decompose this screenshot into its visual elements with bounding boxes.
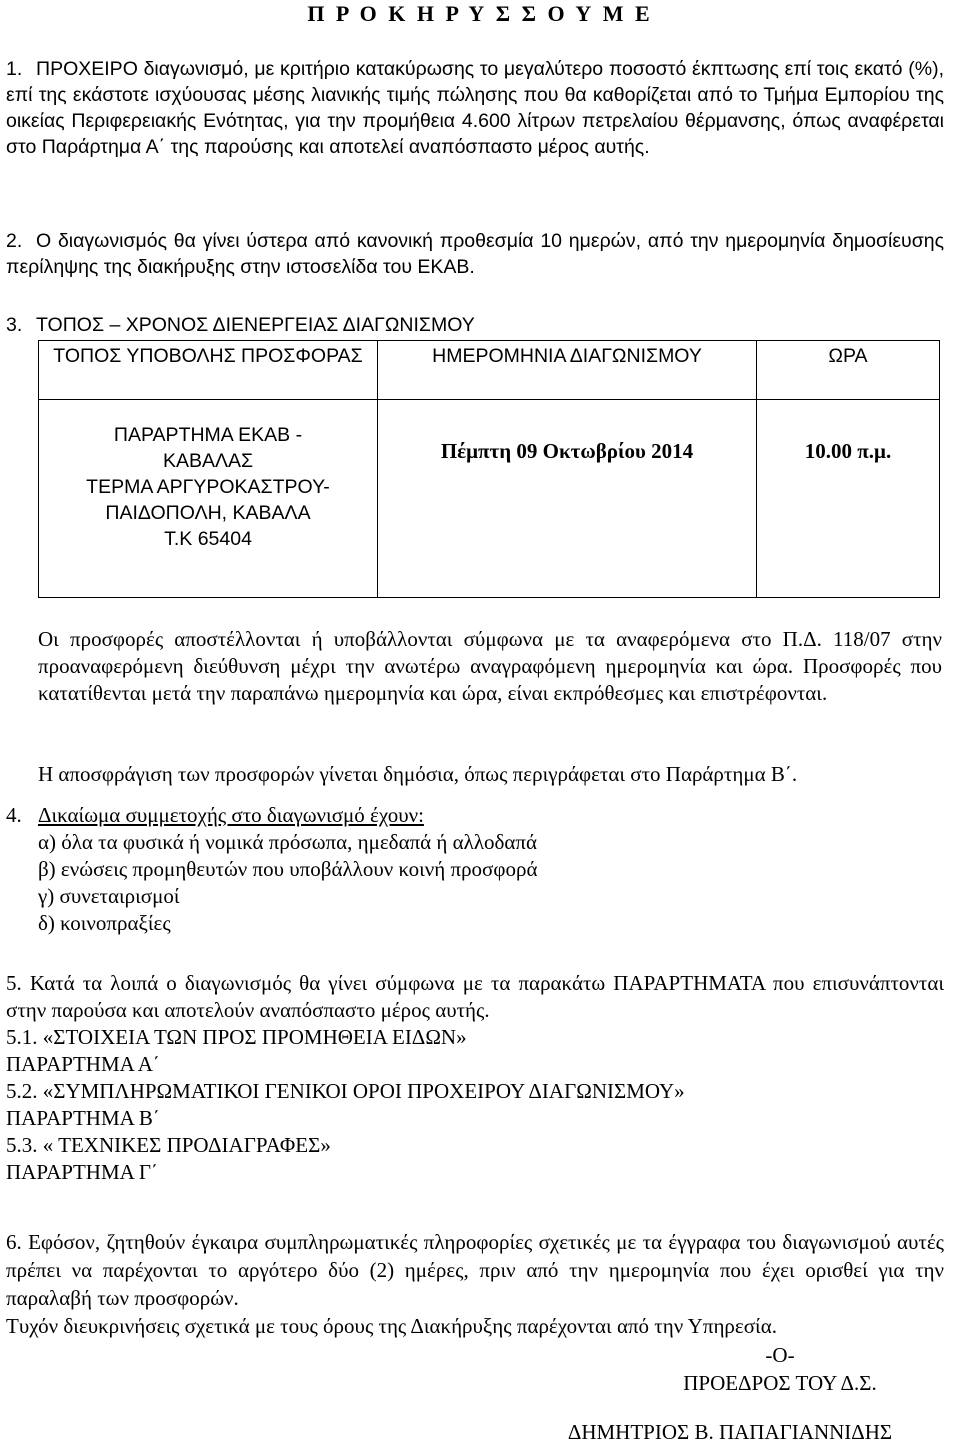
item-4-number: 4. — [6, 803, 22, 827]
cell-time — [757, 400, 940, 598]
appendix-line: 5.3. « ΤΕΧΝΙΚΕΣ ΠΡΟΔΙΑΓΡΑΦΕΣ» — [6, 1133, 331, 1157]
list-item: γ) συνεταιρισμοί — [38, 884, 180, 908]
appendix-line: 5.2. «ΣΥΜΠΛΗΡΩΜΑΤΙΚΟΙ ΓΕΝΙΚΟΙ ΟΡΟΙ ΠΡΟΧΕΙΡΟΥ ΔΙΑΓΩΝΙΣΜΟΥ» — [6, 1079, 685, 1103]
item-4-list — [38, 829, 960, 937]
appendix-line: 5.1. «ΣΤΟΙΧΕΙΑ ΤΩΝ ΠΡΟΣ ΠΡΟΜΗΘΕΙΑ ΕΙΔΩΝ» — [6, 1025, 467, 1049]
list-item: β) ενώσεις προμηθευτών που υποβάλλουν κοινή προσφορά — [38, 857, 538, 881]
item-5-appendices — [6, 1024, 944, 1186]
header-time: ΩΡΑ — [757, 341, 940, 400]
item-2-number: 2. — [6, 230, 23, 252]
item-2-paragraph — [6, 228, 944, 280]
place-line: Τ.Κ 65404 — [164, 528, 252, 550]
signature-mark: -Ο- — [765, 1343, 795, 1367]
table-header-row — [39, 341, 940, 400]
signature-role: ΠΡΟΕΔΡΟΣ ΤΟΥ Δ.Σ. — [683, 1371, 877, 1395]
item-6-paragraph: 6. Εφόσον, ζητηθούν έγκαιρα συμπληρωματικές πληροφορίες σχετικές με τα έγγραφα του διαγωνισμού αυτές πρέπει να παρέχονται το αργότερο δύο (2) ημέρες, πριν από την ημερομηνία που έχει ορισθεί για την παραλαβή των προσφορών. — [6, 1230, 944, 1310]
item-4-heading — [6, 802, 944, 829]
item-3-heading-text: ΤΟΠΟΣ – ΧΡΟΝΟΣ ΔΙΕΝΕΡΓΕΙΑΣ ΔΙΑΓΩΝΙΣΜΟΥ — [36, 314, 475, 336]
item-1-number: 1. — [6, 58, 23, 80]
item-3-para-1: Οι προσφορές αποστέλλονται ή υποβάλλονται σύμφωνα με τα αναφερόμενα στο Π.Δ. 118/07 στην προαναφερόμενη διεύθυνση μέχρι την ανωτέρω αναγραφόμενη ημερομηνία και ώρα. Προσφορές που κατατίθενται μετά την παραπάνω ημερομηνία και ώρα, είναι εκπρόθεσμες και επιστρέφονται. — [38, 627, 942, 705]
cell-place — [39, 400, 378, 598]
item-6-note: Τυχόν διευκρινήσεις σχετικά με τους όρους της Διακήρυξης παρέχονται από την Υπηρεσία. — [6, 1314, 777, 1338]
item-1-paragraph — [6, 56, 944, 160]
item-3-number: 3. — [6, 314, 23, 336]
table-row — [39, 400, 940, 598]
place-line: ΤΕΡΜΑ ΑΡΓΥΡΟΚΑΣΤΡΟΥ- — [86, 476, 330, 498]
list-item: α) όλα τα φυσικά ή νομικά πρόσωπα, ημεδαπά ή αλλοδαπά — [38, 830, 538, 854]
item-4-heading-text: Δικαίωμα συμμετοχής στο διαγωνισμό έχουν: — [38, 803, 424, 827]
item-3-para-2: Η αποσφράγιση των προσφορών γίνεται δημόσια, όπως περιγράφεται στο Παράρτημα Β΄. — [38, 762, 798, 786]
item-3-heading — [6, 312, 944, 338]
document-title: Π Ρ Ο Κ Η Ρ Υ Σ Σ Ο Υ Μ Ε — [307, 1, 653, 26]
cell-date — [378, 400, 757, 598]
appendix-line: ΠΑΡΑΡΤΗΜΑ Α΄ — [6, 1052, 160, 1076]
place-line: ΠΑΙΔΟΠΟΛΗ, ΚΑΒΑΛΑ — [105, 502, 311, 524]
signature-name: ΔΗΜΗΤΡΙΟΣ Β. ΠΑΠΑΓΙΑΝΝΙΔΗΣ — [567, 1420, 893, 1444]
time-value: 10.00 π.μ. — [804, 439, 892, 463]
appendix-line: ΠΑΡΑΡΤΗΜΑ Γ΄ — [6, 1160, 159, 1184]
place-line: ΚΑΒΑΛΑΣ — [162, 450, 254, 472]
date-value: Πέμπτη 09 Οκτωβρίου 2014 — [440, 439, 694, 463]
header-place: ΤΟΠΟΣ ΥΠΟΒΟΛΗΣ ΠΡΟΣΦΟΡΑΣ — [39, 341, 378, 400]
place-line: ΠΑΡΑΡΤΗΜΑ ΕΚΑΒ - — [113, 424, 303, 446]
header-date: ΗΜΕΡΟΜΗΝΙΑ ΔΙΑΓΩΝΙΣΜΟΥ — [378, 341, 757, 400]
item-1-text: ΠΡΟΧΕΙΡΟ διαγωνισμό, με κριτήριο κατακύρωσης το μεγαλύτερο ποσοστό έκπτωσης επί τοις εκατό (%), επί της εκάστοτε ισχύουσας μέσης λιανικής τιμής πώλησης που θα καθορίζεται από το Τμήμα Εμπορίου της οικείας Περιφερειακής Ενότητας, για την προμήθεια 4.600 λίτρων πετρελαίου θέρμανσης, όπως αναφέρεται στο Παράρτημα Α΄ της παρούσης και αποτελεί αναπόσπαστο μέρος αυτής. — [6, 58, 944, 158]
list-item: δ) κοινοπραξίες — [38, 911, 171, 935]
item-5-intro: 5. Κατά τα λοιπά ο διαγωνισμός θα γίνει σύμφωνα με τα παρακάτω ΠΑΡΑΡΤΗΜΑΤΑ που επισυνάπτονται στην παρούσα και αποτελούν αναπόσπαστο μέρος αυτής. — [6, 971, 944, 1022]
venue-schedule-table — [38, 340, 940, 598]
item-2-text: Ο διαγωνισμός θα γίνει ύστερα από κανονική προθεσμία 10 ημερών, από την ημερομηνία δημοσίευσης περίληψης της διακήρυξης στην ιστοσελίδα του ΕΚΑΒ. — [6, 230, 944, 278]
appendix-line: ΠΑΡΑΡΤΗΜΑ Β΄ — [6, 1106, 160, 1130]
